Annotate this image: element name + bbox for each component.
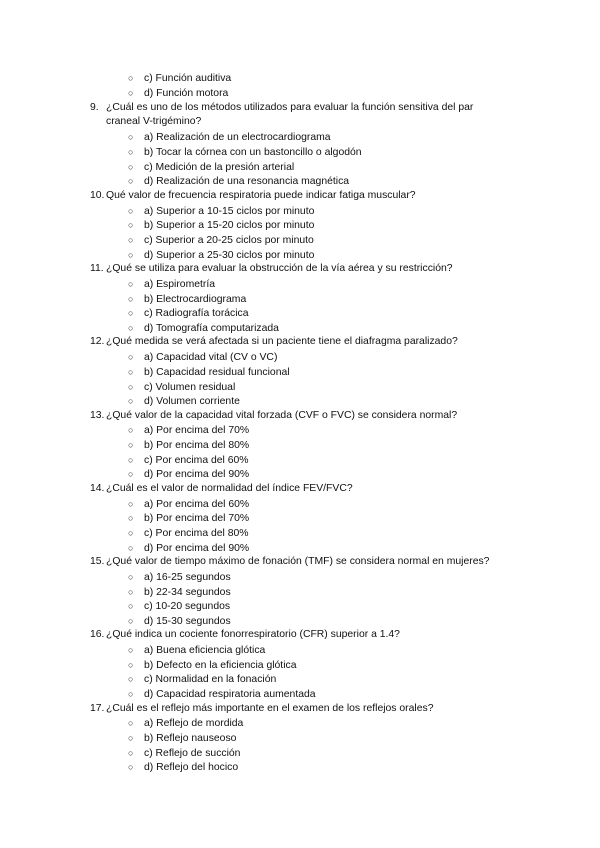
question-text: Qué valor de frecuencia respiratoria puede indicar fatiga muscular?	[106, 190, 416, 201]
question-number: 15.	[90, 556, 105, 567]
list-item	[128, 204, 314, 218]
option-text: b) Tocar la córnea con un bastoncillo o algodón	[144, 147, 362, 158]
list-item	[128, 306, 249, 320]
list-item	[128, 71, 231, 85]
bullet-icon: ○	[128, 425, 134, 435]
list-item	[128, 394, 240, 408]
bullet-icon: ○	[128, 601, 134, 611]
list-item	[128, 467, 249, 481]
bullet-icon: ○	[128, 367, 134, 377]
option-text: a) Realización de un electrocardiograma	[144, 132, 331, 143]
option-text: b) Por encima del 70%	[144, 513, 250, 524]
bullet-icon: ○	[128, 396, 134, 406]
list-item	[128, 672, 276, 686]
option-text: d) Realización de una resonancia magnética	[144, 176, 350, 187]
question-15	[90, 555, 489, 569]
question-number: 13.	[90, 410, 105, 421]
option-text: d) Reflejo del hocico	[144, 762, 239, 773]
question-10	[90, 189, 416, 203]
option-text: a) 16-25 segundos	[144, 572, 231, 583]
option-text: b) Reflejo nauseoso	[144, 733, 237, 744]
option-text: d) Por encima del 90%	[144, 543, 250, 554]
question-number: 11.	[90, 263, 104, 274]
option-text: c) Función auditiva	[144, 73, 232, 84]
question-number: 17.	[90, 703, 105, 714]
bullet-icon: ○	[128, 440, 134, 450]
question-17	[90, 702, 433, 716]
list-item	[128, 497, 249, 511]
list-item	[128, 716, 243, 730]
bullet-icon: ○	[128, 294, 134, 304]
option-text: a) Capacidad vital (CV o VC)	[144, 352, 278, 363]
bullet-icon: ○	[128, 132, 134, 142]
option-text: c) Superior a 20-25 ciclos por minuto	[144, 235, 314, 246]
list-item	[128, 599, 230, 613]
bullet-icon: ○	[128, 250, 134, 260]
option-text: c) Por encima del 80%	[144, 528, 249, 539]
bullet-icon: ○	[128, 455, 134, 465]
option-text: a) Reflejo de mordida	[144, 718, 244, 729]
bullet-icon: ○	[128, 176, 134, 186]
option-text: a) Superior a 10-15 ciclos por minuto	[144, 206, 315, 217]
list-item	[128, 174, 349, 188]
bullet-icon: ○	[128, 733, 134, 743]
bullet-icon: ○	[128, 352, 134, 362]
bullet-icon: ○	[128, 499, 134, 509]
list-item	[128, 687, 316, 701]
option-text: c) Reflejo de succión	[144, 748, 241, 759]
list-item	[128, 350, 277, 364]
option-text: c) Por encima del 60%	[144, 455, 249, 466]
bullet-icon: ○	[128, 689, 134, 699]
option-text: b) Defecto en la eficiencia glótica	[144, 660, 297, 671]
list-item	[128, 731, 236, 745]
question-9-continuation	[106, 115, 201, 129]
bullet-icon: ○	[128, 572, 134, 582]
bullet-icon: ○	[128, 762, 134, 772]
list-item	[128, 438, 249, 452]
option-text: c) Normalidad en la fonación	[144, 674, 277, 685]
question-13	[90, 409, 457, 423]
bullet-icon: ○	[128, 279, 134, 289]
option-text: b) Electrocardiograma	[144, 294, 247, 305]
list-item	[128, 511, 249, 525]
list-item	[128, 130, 331, 144]
question-11	[90, 262, 453, 276]
bullet-icon: ○	[128, 235, 134, 245]
option-text: b) 22-34 segundos	[144, 587, 231, 598]
question-number: 12.	[90, 336, 105, 347]
list-item	[128, 423, 249, 437]
question-text: ¿Qué indica un cociente fonorrespiratorio (CFR) superior a 1.4?	[106, 629, 400, 640]
list-item	[128, 453, 249, 467]
question-text-continued: craneal V-trigémino?	[106, 116, 202, 127]
question-text: ¿Cuál es el reflejo más importante en el examen de los reflejos orales?	[106, 703, 434, 714]
question-number: 14.	[90, 483, 105, 494]
bullet-icon: ○	[128, 323, 134, 333]
option-text: d) Superior a 25-30 ciclos por minuto	[144, 250, 315, 261]
question-number: 16.	[90, 629, 105, 640]
list-item	[128, 292, 246, 306]
list-item	[128, 643, 265, 657]
list-item	[128, 321, 279, 335]
list-item	[128, 145, 362, 159]
option-text: c) Radiografía torácica	[144, 308, 249, 319]
bullet-icon: ○	[128, 645, 134, 655]
list-item	[128, 570, 231, 584]
question-text: ¿Qué valor de tiempo máximo de fonación (TMF) se considera normal en mujeres?	[106, 556, 490, 567]
list-item	[128, 86, 228, 100]
option-text: c) Medición de la presión arterial	[144, 162, 295, 173]
question-text: ¿Qué valor de la capacidad vital forzada (CVF o FVC) se considera normal?	[106, 410, 458, 421]
question-14	[90, 482, 353, 496]
bullet-icon: ○	[128, 147, 134, 157]
option-text: d) Tomografía computarizada	[144, 323, 279, 334]
list-item	[128, 365, 290, 379]
option-text: b) Por encima del 80%	[144, 440, 250, 451]
bullet-icon: ○	[128, 528, 134, 538]
list-item	[128, 248, 314, 262]
list-item	[128, 614, 231, 628]
option-text: b) Capacidad residual funcional	[144, 367, 290, 378]
bullet-icon: ○	[128, 587, 134, 597]
bullet-icon: ○	[128, 616, 134, 626]
option-text: a) Buena eficiencia glótica	[144, 645, 266, 656]
option-text: c) 10-20 segundos	[144, 601, 231, 612]
list-item	[128, 658, 296, 672]
option-text: d) Función motora	[144, 88, 229, 99]
bullet-icon: ○	[128, 718, 134, 728]
option-text: a) Por encima del 60%	[144, 499, 250, 510]
option-text: d) Capacidad respiratoria aumentada	[144, 689, 316, 700]
list-item	[128, 380, 235, 394]
bullet-icon: ○	[128, 73, 134, 83]
bullet-icon: ○	[128, 220, 134, 230]
bullet-icon: ○	[128, 88, 134, 98]
question-text: ¿Qué medida se verá afectada si un paciente tiene el diafragma paralizado?	[106, 336, 458, 347]
question-12	[90, 335, 458, 349]
option-text: a) Espirometría	[144, 279, 216, 290]
question-16	[90, 628, 400, 642]
list-item	[128, 277, 215, 291]
option-text: d) Por encima del 90%	[144, 469, 250, 480]
list-item	[128, 541, 249, 555]
bullet-icon: ○	[128, 382, 134, 392]
question-text: ¿Cuál es uno de los métodos utilizados para evaluar la función sensitiva del par	[106, 102, 474, 113]
question-9	[90, 101, 473, 115]
bullet-icon: ○	[128, 674, 134, 684]
option-text: b) Superior a 15-20 ciclos por minuto	[144, 220, 315, 231]
question-text: ¿Qué se utiliza para evaluar la obstrucción de la vía aérea y su restricción?	[106, 263, 453, 274]
list-item	[128, 160, 294, 174]
list-item	[128, 760, 238, 774]
list-item	[128, 746, 240, 760]
question-text: ¿Cuál es el valor de normalidad del índice FEV/FVC?	[106, 483, 353, 494]
list-item	[128, 233, 314, 247]
option-text: a) Por encima del 70%	[144, 425, 250, 436]
bullet-icon: ○	[128, 206, 134, 216]
bullet-icon: ○	[128, 162, 134, 172]
question-number: 10.	[90, 190, 105, 201]
bullet-icon: ○	[128, 513, 134, 523]
option-text: c) Volumen residual	[144, 382, 236, 393]
list-item	[128, 526, 249, 540]
bullet-icon: ○	[128, 469, 134, 479]
list-item	[128, 585, 231, 599]
bullet-icon: ○	[128, 660, 134, 670]
option-text: d) Volumen corriente	[144, 396, 240, 407]
option-text: d) 15-30 segundos	[144, 616, 231, 627]
list-item	[128, 218, 314, 232]
bullet-icon: ○	[128, 543, 134, 553]
bullet-icon: ○	[128, 748, 134, 758]
bullet-icon: ○	[128, 308, 134, 318]
question-number: 9.	[90, 102, 99, 113]
